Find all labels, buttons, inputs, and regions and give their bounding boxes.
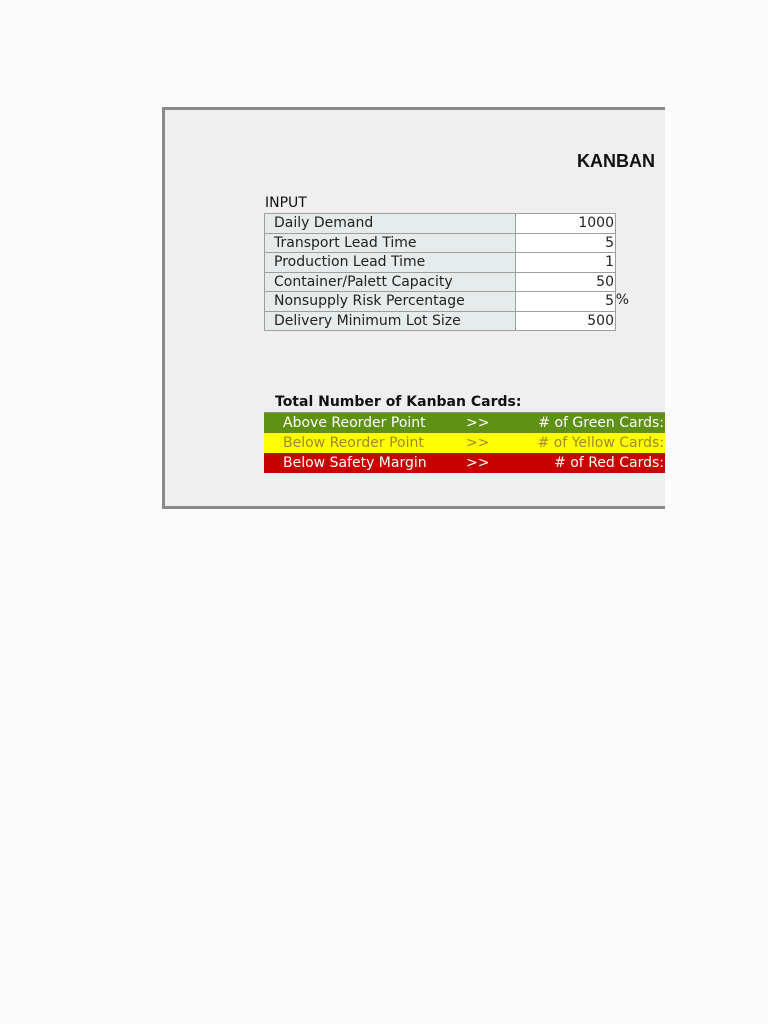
percent-unit: % xyxy=(615,292,629,308)
input-value: 1000 xyxy=(578,215,614,232)
input-label: Container/Palett Capacity xyxy=(265,272,516,292)
card-row-label: Below Reorder Point xyxy=(283,435,424,451)
yellow-cards-row xyxy=(264,433,665,453)
card-row-label: Above Reorder Point xyxy=(283,415,426,431)
input-value: 50 xyxy=(596,273,614,290)
input-row-production-lead-time xyxy=(265,253,616,273)
spreadsheet-panel xyxy=(162,107,665,509)
input-value: 5 xyxy=(605,234,614,251)
card-count-label: # of Yellow Cards: xyxy=(537,435,664,451)
input-label: Daily Demand xyxy=(265,214,516,234)
transport-lead-time-cell[interactable] xyxy=(516,233,616,253)
input-row-container-capacity xyxy=(265,272,616,292)
input-value: 500 xyxy=(587,312,614,329)
input-table xyxy=(264,213,629,331)
input-value: 1 xyxy=(605,254,614,271)
card-row-arrow: >> xyxy=(466,455,490,471)
production-lead-time-cell[interactable] xyxy=(516,253,616,273)
card-row-label: Below Safety Margin xyxy=(283,455,427,471)
min-lot-size-cell[interactable] xyxy=(516,311,616,331)
card-count-label: # of Red Cards: xyxy=(554,455,664,471)
container-capacity-cell[interactable] xyxy=(516,272,616,292)
card-row-arrow: >> xyxy=(466,435,490,451)
input-label: Nonsupply Risk Percentage xyxy=(265,292,516,312)
input-row-daily-demand xyxy=(265,214,616,234)
input-label: Transport Lead Time xyxy=(265,233,516,253)
cards-heading: Total Number of Kanban Cards: xyxy=(275,394,522,410)
input-heading: INPUT xyxy=(265,195,307,211)
input-label: Delivery Minimum Lot Size xyxy=(265,311,516,331)
nonsupply-risk-cell[interactable] xyxy=(516,292,629,312)
green-cards-row xyxy=(264,413,665,433)
input-row-min-lot-size xyxy=(265,311,616,331)
input-label: Production Lead Time xyxy=(265,253,516,273)
input-row-transport-lead-time xyxy=(265,233,616,253)
card-row-arrow: >> xyxy=(466,415,490,431)
red-cards-row xyxy=(264,453,665,473)
input-value: 5 xyxy=(605,293,614,310)
sheet-title: KANBAN xyxy=(577,151,655,171)
input-row-nonsupply-risk xyxy=(265,292,616,312)
card-count-label: # of Green Cards: xyxy=(538,415,664,431)
daily-demand-cell[interactable] xyxy=(516,214,616,234)
